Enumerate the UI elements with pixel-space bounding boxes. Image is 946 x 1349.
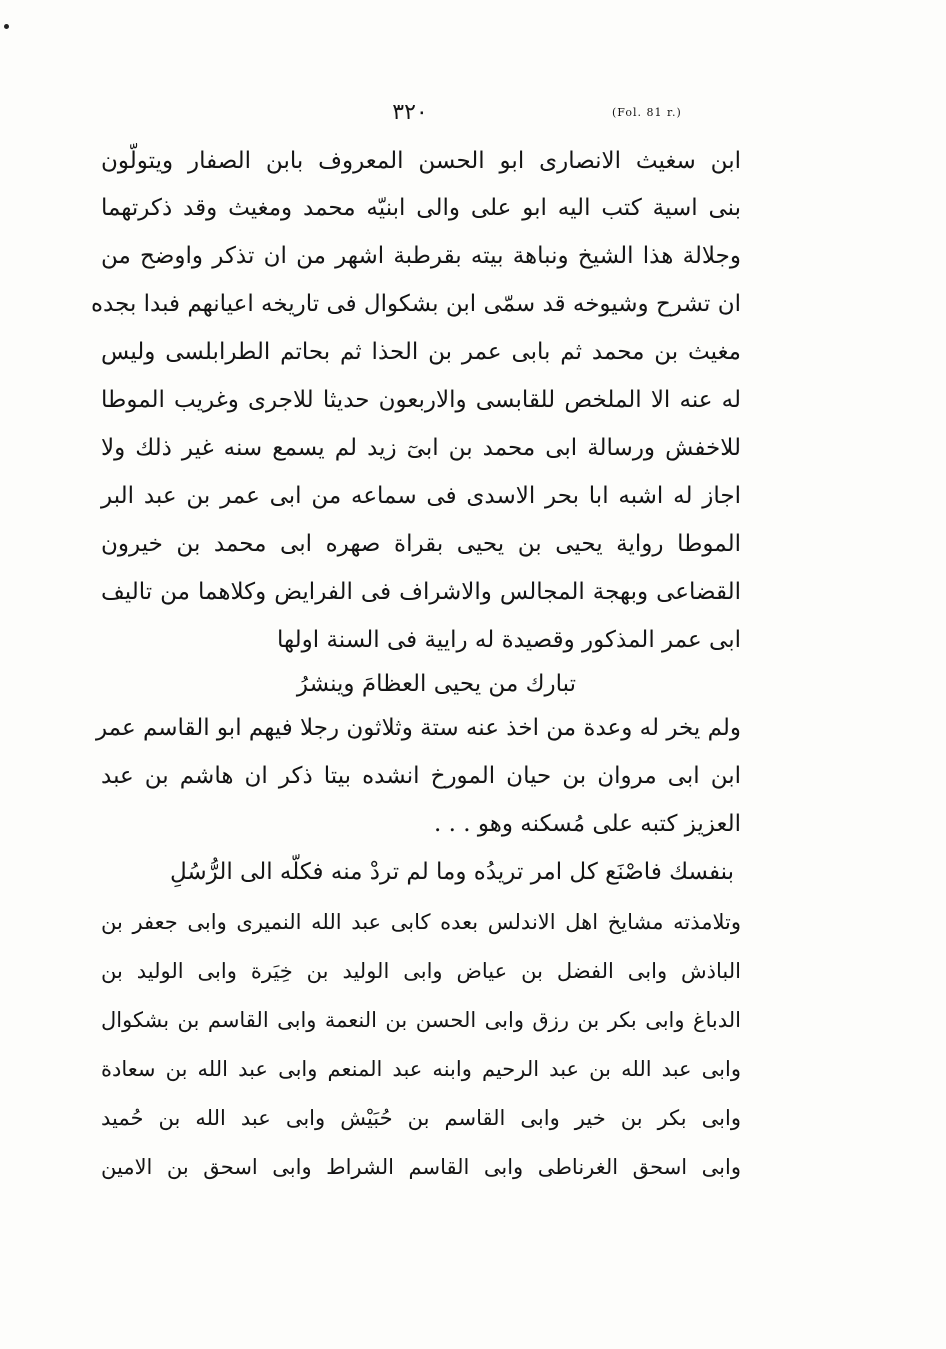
text-line: وابی اسحق الغرناطی وابی القاسم الشراط وابی اسحق بن الامين: [101, 1155, 741, 1179]
text-line: ولم يخر له وعدة من اخذ عنه ستة وثلاثون رجلا فيهم ابو القاسم عمر: [95, 715, 741, 741]
text-line: له عنه الا الملخص للقابسی والاربعون حديثا للاجری وغريب الموطا: [101, 387, 741, 413]
text-line: ابن سغيث الانصاری ابو الحسن المعروف بابن الصفار ويتولّون: [101, 148, 741, 174]
text-line: الدباغ وابی بكر بن رزق وابی الحسن بن النعمة وابی القاسم بن بشكوال: [101, 1008, 741, 1032]
text-line: القضاعی وبهجة المجالس والاشراف فی الفرايض وكلاهما من تاليف: [101, 579, 741, 605]
verse-line: تبارك من يحيی العظامَ وينشرُ: [296, 671, 576, 697]
text-line: للاخفش ورسالة ابی محمد بن ابیٓ زيد لم يسمع سنه غير ذلك ولا: [101, 435, 741, 461]
text-line: وجلالة هذا الشيخ ونباهة بيته بقرطبة اشهر من ان تذكر واوضح من: [101, 243, 741, 269]
text-line: وتلامذته مشايخ اهل الاندلس بعده كابی عبد الله النميری وابی جعفر بن: [101, 910, 741, 934]
folio-reference: (Fol. 81 r.): [612, 106, 682, 119]
verse-line: بنفسك فاصْنَع كل امر تريدُه وما لم تردْ منه فكلّه الی الرُّسُلِ: [169, 859, 734, 885]
text-line: الباذش وابی الفضل بن عياض وابی الوليد بن خِيَرة وابی الوليد بن: [101, 959, 741, 983]
text-line: العزيز كتبه علی مُسكنه وهو . . .: [434, 811, 741, 837]
text-line: اجاز له اشبه ابا بحر الاسدی فی سماعه من ابی عمر بن عبد البر: [101, 483, 741, 509]
text-line: الموطا رواية يحيی بن يحيی بقراة صهره ابی محمد بن خيرون: [101, 531, 741, 557]
text-line: ان تشرح وشيوخه قد سمّی ابن بشكوال فی تاريخه اعيانهم فبدا بجده: [90, 291, 741, 317]
margin-dot: [4, 24, 9, 29]
text-line: بنی اسية كتب اليه ابو علی والی ابنيّه محمد ومغيث وقد ذكرتهما: [101, 195, 741, 221]
text-line: وابی عبد الله بن عبد الرحيم وابنه عبد المنعم وابی عبد الله بن سعادة: [101, 1057, 741, 1081]
text-line: مغيث بن محمد ثم بابی عمر بن الحذا ثم بحاتم الطرابلسی وليس: [101, 339, 741, 365]
text-line: وابی بكر بن خير وابی القاسم بن حُبَيْش وابی عبد الله بن حُميد: [101, 1106, 741, 1130]
text-line: ابی عمر المذكور وقصيدة له رايية فی السنة اولها: [277, 627, 741, 653]
page-number: ۳۲۰: [392, 100, 428, 125]
text-line: ابن ابی مروان بن حيان المورخ انشده بيتا ذكر ان هاشم بن عبد: [101, 763, 741, 789]
